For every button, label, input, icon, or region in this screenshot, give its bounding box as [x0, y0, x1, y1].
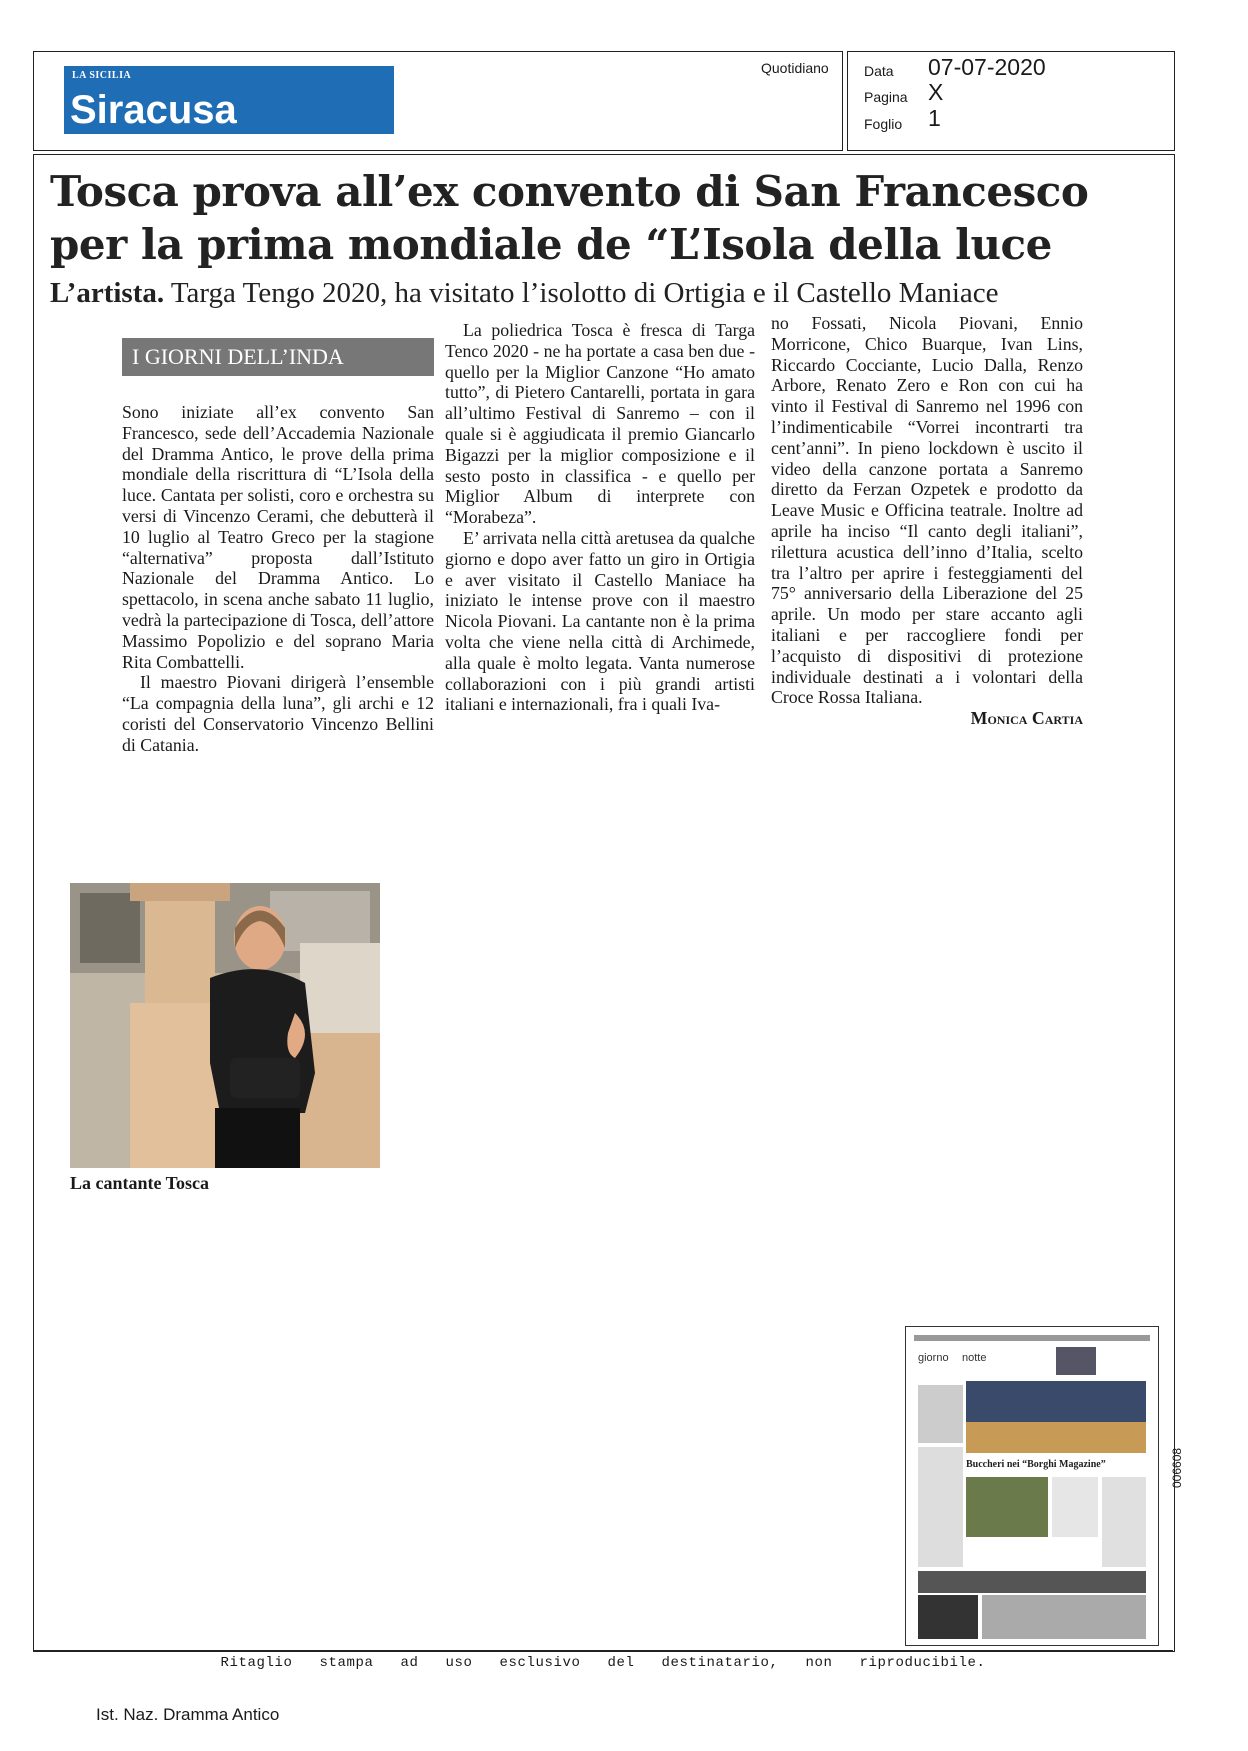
logo-small-text: LA SICILIA: [72, 70, 132, 81]
date-value: 07-07-2020: [928, 54, 1046, 80]
page-thumbnail: [905, 1326, 1159, 1646]
photo-caption: La cantante Tosca: [70, 1173, 210, 1193]
headline-line-2: per la prima mondiale de “L’Isola della luce: [50, 220, 1052, 269]
date-label: Data: [864, 63, 894, 79]
article-column-3: [771, 313, 1083, 729]
photo-illustration: [70, 883, 380, 1168]
paragraph: Il maestro Piovani dirigerà l’ensemble “La compagnia della luna”, gli archi e 12 coristi del Conservatorio Vincenzo Bellini di Catania.: [122, 672, 434, 755]
page-thumbnail-graphic: [906, 1327, 1158, 1645]
section-tag: I GIORNI DELL’INDA: [122, 338, 434, 376]
publication-type: Quotidiano: [761, 60, 829, 76]
client-name: Ist. Naz. Dramma Antico: [96, 1705, 280, 1724]
headline-line-1: Tosca prova all’ex convento di San Francesco: [50, 167, 1089, 216]
thumb-section-title: giorno: [918, 1352, 949, 1364]
article-subheading: [50, 277, 1170, 310]
article-author: Monica Cartia: [970, 708, 1083, 729]
paragraph: E’ arrivata nella città aretusea da qualche giorno e dopo aver fatto un giro in Ortigia e aver visitato il Castello Maniace ha iniziato le intense prove con il maestro Nicola Piovani. La cantante non è la prima volta che viene nella città di Archimede, alla quale è molto legata. Vanta numerose collaborazioni con i più grandi artisti italiani e internazionali, fra i quali Iva-: [445, 527, 755, 715]
subhead-lead: L’artista.: [50, 277, 165, 309]
sheet-value: 1: [928, 105, 941, 131]
paragraph: no Fossati, Nicola Piovani, Ennio Morricone, Chico Buarque, Ivan Lins, Riccardo Cocciante, Lucio Dalla, Renzo Arbore, Renato Zero e Ron con cui ha vinto il Festival di Sanremo nel 1996 con l’indimenticabile “Vorrei incontrarti tra cent’anni”. In pieno lockdown è uscito il video della canzone portata a Sanremo diretto da Ferzan Ozpetek e prodotto da Leave Music e Officina teatrale. Inoltre ad aprile ha inciso “Il canto degli italiani”, rilettura acustica dell’inno d’Italia, scelto tra l’altro per aprire i festeggiamenti del 75° anniversario della Liberazione del 25 aprile. Un modo per stare accanto agli italiani e per raccogliere fondi per l’acquisto di dispositivi di protezione individuale destinati a i volontari della Croce Rossa Italiana.: [771, 313, 1083, 708]
thumb-section-title-2: notte: [962, 1352, 987, 1364]
subhead-text: Targa Tengo 2020, ha visitato l’isolotto di Ortigia e il Castello Maniace: [164, 277, 999, 309]
document-code: 006608: [1170, 1447, 1184, 1488]
header-masthead-box: [33, 51, 843, 151]
article-column-2: [445, 320, 755, 715]
page-value: X: [928, 79, 944, 105]
newspaper-logo: [64, 66, 394, 134]
article-headline: [50, 165, 1150, 271]
article-column-1: [122, 402, 434, 756]
usage-notice: Ritaglio stampa ad uso esclusivo del destinatario, non riproducibile.: [220, 1655, 986, 1671]
paragraph: Sono iniziate all’ex convento San Francesco, sede dell’Accademia Nazionale del Dramma Antico, le prove della prima mondiale della riscrittura di “L’Isola della luce. Cantata per solisti, coro e orchestra su versi di Vincenzo Cerami, che debutterà il 10 luglio al Teatro Greco per la stagione “alternativa” proposta dall’Istituto Nazionale del Dramma Antico. Lo spettacolo, in scena anche sabato 11 luglio, vedrà la partecipazione di Tosca, dell’attore Massimo Popolizio e del soprano Maria Rita Combattelli.: [122, 402, 434, 672]
article-photo: [70, 883, 380, 1168]
page-label: Pagina: [864, 89, 908, 105]
logo-edition-name: Siracusa: [70, 88, 237, 132]
paragraph: La poliedrica Tosca è fresca di Targa Tenco 2020 - ne ha portate a casa ben due - quello per la Miglior Canzone “Ho amato tutto”, di Pietero Cantarelli, portata in gara all’ultimo Festival di Sanremo – con il quale si è aggiudicata il premio Giancarlo Bigazzi per la miglior composizione e il sesto posto in classifica - e quello per Miglior Album di interprete con “Morabeza”.: [445, 320, 755, 528]
sheet-label: Foglio: [864, 116, 903, 132]
thumb-feature-title: Buccheri nei “Borghi Magazine”: [966, 1459, 1106, 1470]
footer-divider: [33, 1650, 1173, 1651]
header-meta-box: [847, 51, 1175, 151]
